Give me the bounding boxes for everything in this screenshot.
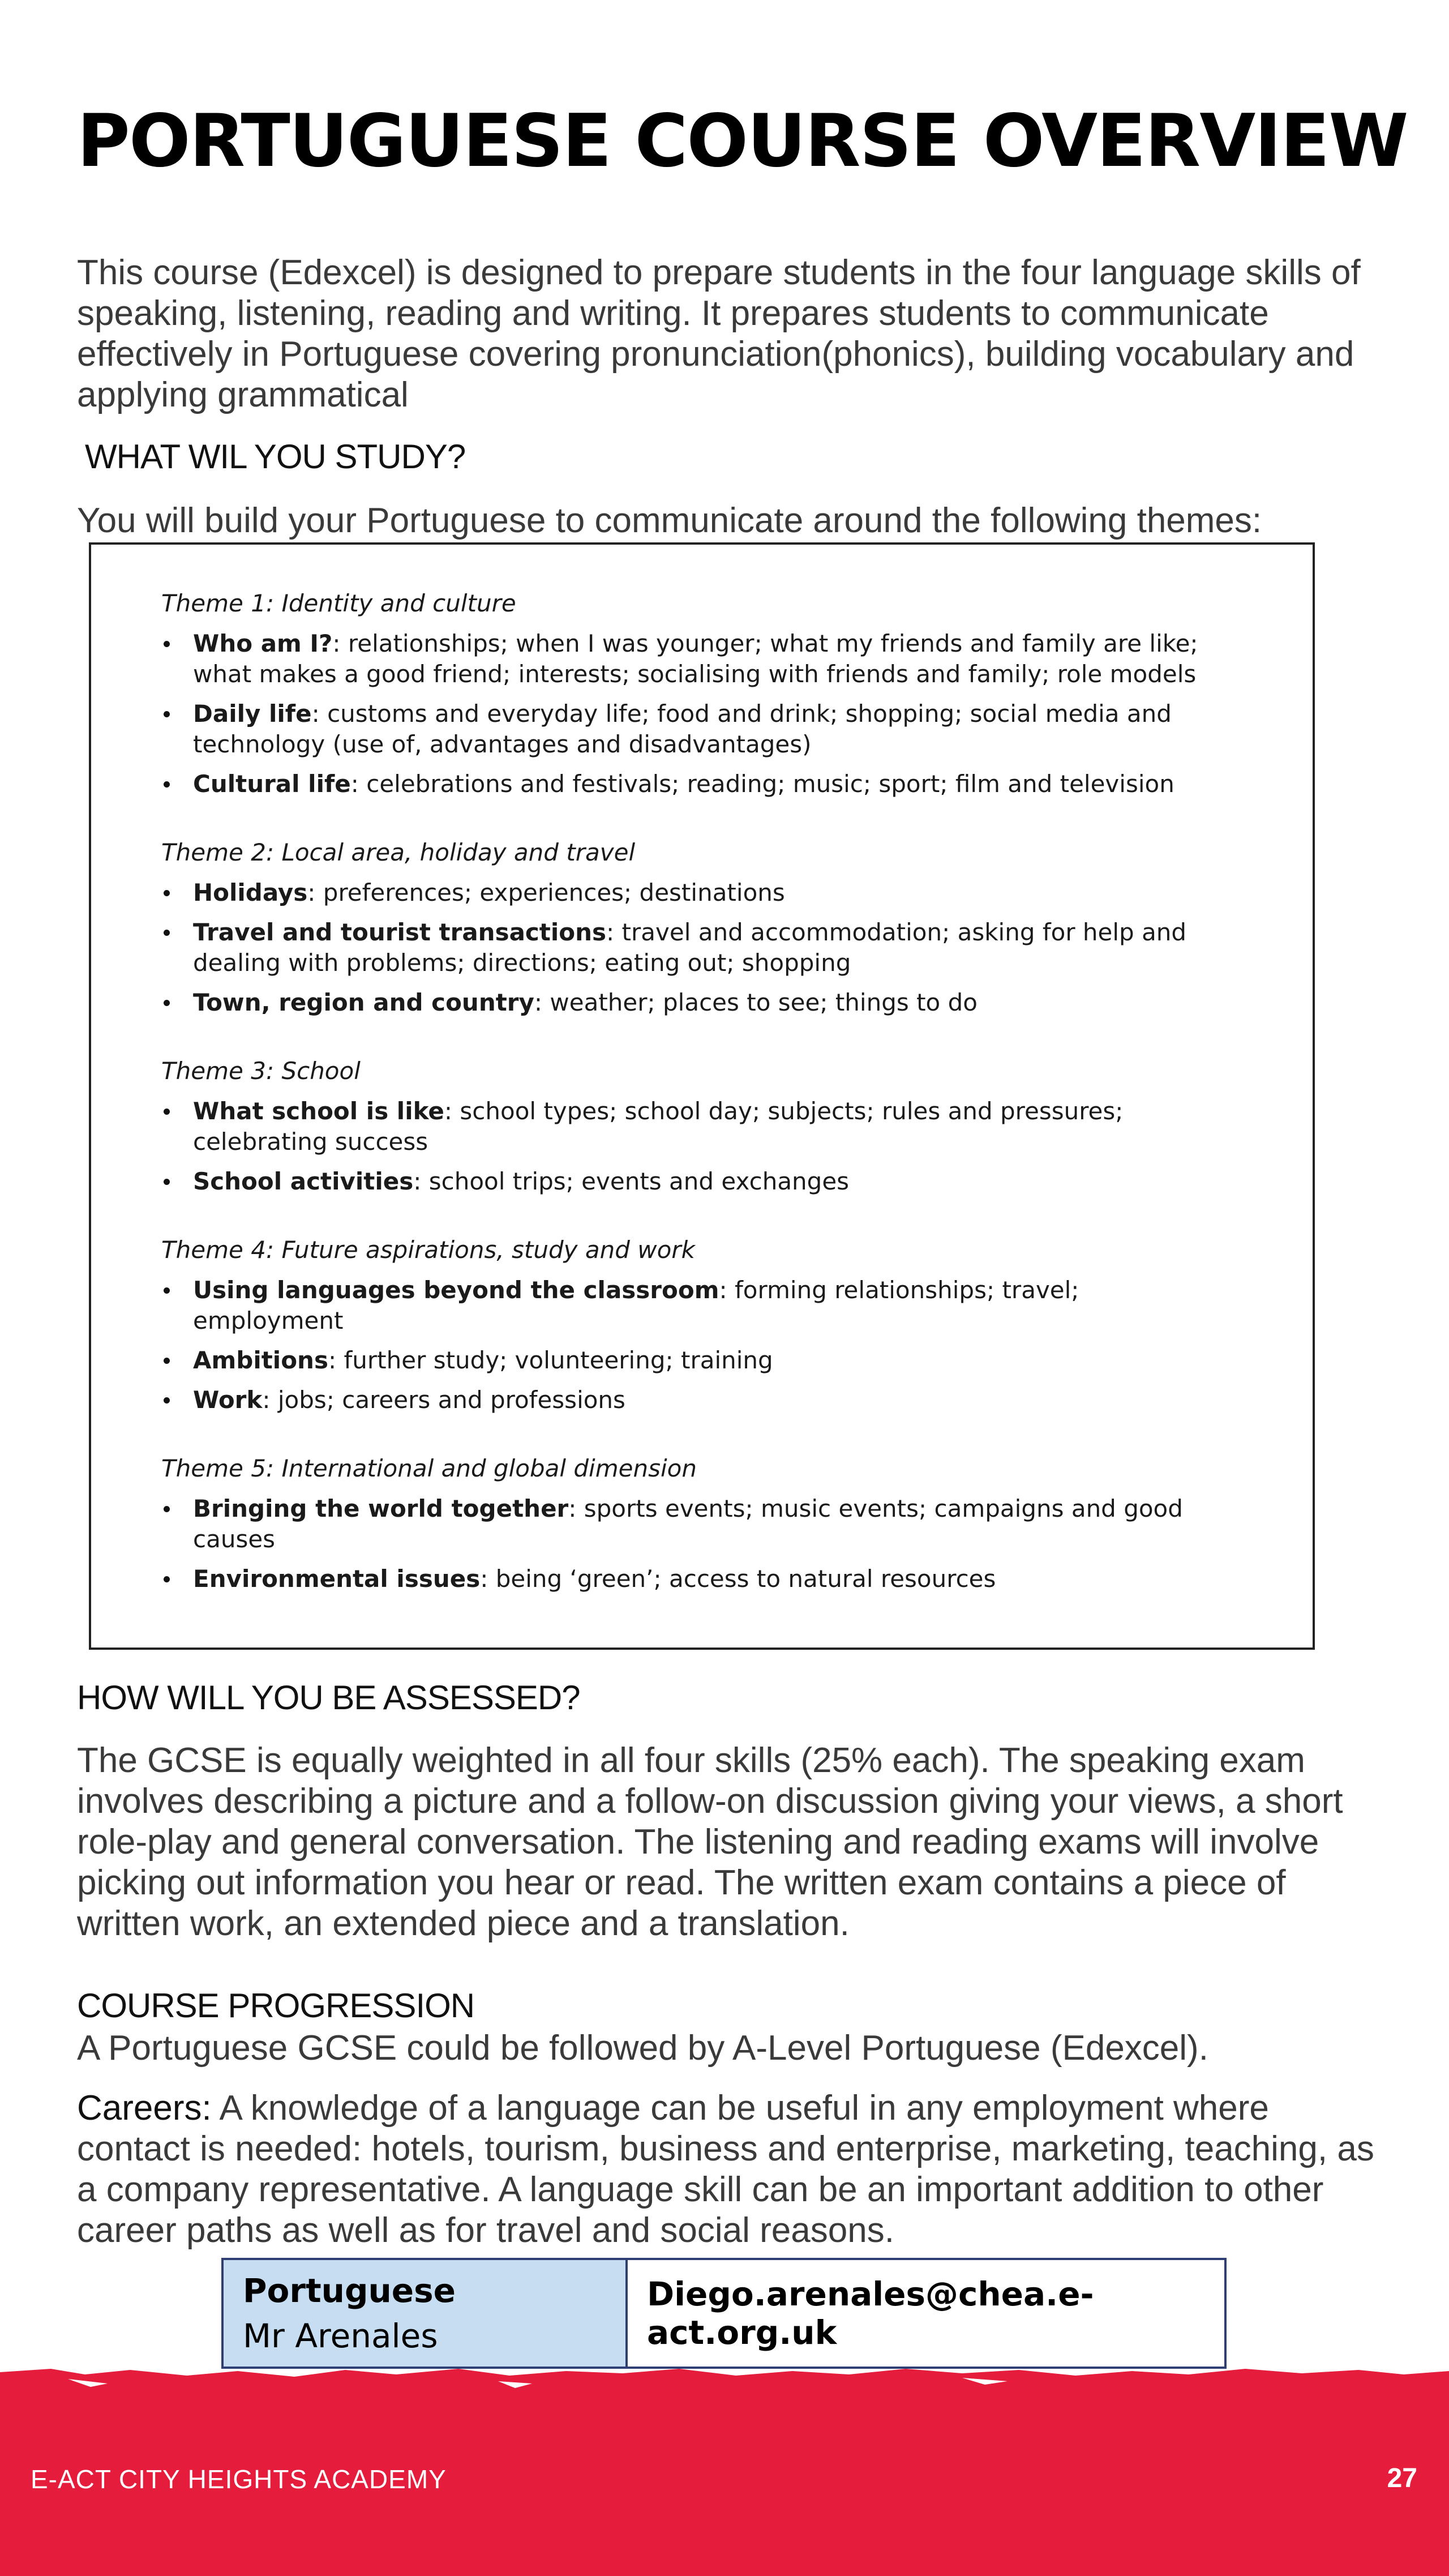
topic-details: : school trips; events and exchanges (413, 1167, 850, 1195)
topic-name: Daily life (193, 700, 312, 728)
theme-block (161, 1452, 1313, 1594)
theme-title: Theme 3: School (161, 1057, 361, 1085)
theme-topic-list (161, 628, 1313, 799)
progression-paragraph: A Portuguese GCSE could be followed by A-Level Portuguese (Edexcel). (77, 2029, 1208, 2068)
progression-heading: COURSE PROGRESSION (77, 1987, 475, 2025)
list-item (161, 878, 1201, 908)
topic-details: : forming relationships; travel; employment (193, 1276, 1079, 1334)
list-item (161, 1345, 1201, 1376)
list-item (161, 769, 1201, 799)
assessed-paragraph: The GCSE is equally weighted in all four skills (25% each). The speaking exam involves describing a picture and a follow-on discussion giving your views, a short role-play and general conversation. The listening and reading exams will involve picking out information you hear or read. The written exam contains a piece of written work, an extended piece and a translation. (77, 1741, 1343, 1943)
themes-list (161, 587, 1313, 1594)
topic-details: : relationships; when I was younger; what my friends and family are like; what makes a good friend; interests; socialising with friends and family; role models (193, 630, 1198, 688)
themes-box (89, 542, 1315, 1650)
contact-email[interactable]: Diego.arenales@chea.e-act.org.uk (647, 2275, 1094, 2352)
careers-label: Careers: (77, 2089, 212, 2128)
careers-paragraph (77, 2088, 1379, 2251)
topic-name: What school is like (193, 1097, 444, 1125)
careers-text: A knowledge of a language can be useful in any employment where contact is needed: hotels, tourism, business and enterprise, marketing, teaching, as a company representative. A language skill can be an important addition to other career paths as well as for travel and social reasons. (77, 2089, 1374, 2250)
topic-details: : jobs; careers and professions (262, 1386, 625, 1414)
theme-topic-list (161, 1494, 1313, 1594)
list-item (161, 1166, 1201, 1197)
theme-topic-list (161, 1096, 1313, 1197)
list-item (161, 628, 1201, 690)
theme-topic-list (161, 878, 1313, 1018)
topic-name: Bringing the world together (193, 1495, 569, 1522)
theme-block (161, 836, 1313, 1018)
topic-name: School activities (193, 1167, 414, 1195)
contact-subject-cell (224, 2260, 628, 2367)
topic-details: : preferences; experiences; destinations (307, 879, 785, 906)
topic-name: Work (193, 1386, 263, 1414)
assessed-heading: HOW WILL YOU BE ASSESSED? (77, 1679, 580, 1717)
topic-details: : weather; places to see; things to do (534, 989, 978, 1016)
topic-name: Ambitions (193, 1346, 328, 1374)
list-item (161, 917, 1201, 978)
theme-block (161, 1054, 1313, 1197)
topic-details: : celebrations and festivals; reading; music; sport; film and television (350, 770, 1174, 798)
topic-details: : travel and accommodation; asking for help and dealing with problems; directions; eating out; shopping (193, 918, 1187, 977)
intro-paragraph: This course (Edexcel) is designed to prepare students in the four language skills of speaking, listening, reading and writing. It prepares students to communicate effectively in Portuguese covering pronunciation(phonics), building vocabulary and applying grammatical (77, 253, 1361, 414)
page-number: 27 (1387, 2463, 1417, 2493)
list-item (161, 1385, 1201, 1415)
theme-topic-list (161, 1275, 1313, 1415)
topic-details: : school types; school day; subjects; rules and pressures; celebrating success (193, 1097, 1124, 1156)
list-item (161, 1275, 1201, 1336)
theme-title: Theme 4: Future aspirations, study and work (161, 1236, 695, 1264)
topic-name: Who am I? (193, 630, 333, 657)
study-heading: WHAT WIL YOU STUDY? (85, 438, 466, 476)
topic-name: Travel and tourist transactions (193, 918, 607, 946)
topic-details: : being ‘green’; access to natural resources (480, 1565, 996, 1593)
study-intro: You will build your Portuguese to communicate around the following themes: (77, 501, 1262, 540)
theme-block (161, 1233, 1313, 1415)
topic-details: : sports events; music events; campaigns and good causes (193, 1495, 1183, 1553)
topic-name: Holidays (193, 879, 308, 906)
contact-subject: Portuguese (243, 2271, 456, 2310)
footer-school-name: E-ACT CITY HEIGHTS ACADEMY (31, 2464, 447, 2494)
list-item (161, 699, 1201, 760)
topic-details: : further study; volunteering; training (328, 1346, 773, 1374)
contact-teacher: Mr Arenales (243, 2317, 438, 2355)
list-item (161, 987, 1201, 1018)
theme-title: Theme 2: Local area, holiday and travel (161, 838, 636, 866)
topic-name: Environmental issues (193, 1565, 481, 1593)
topic-name: Cultural life (193, 770, 351, 798)
topic-name: Town, region and country (193, 989, 534, 1016)
topic-details: : customs and everyday life; food and drink; shopping; social media and technology (use of, advantages and disadvantages) (193, 700, 1172, 758)
page-title: PORTUGUESE COURSE OVERVIEW (77, 99, 1408, 183)
list-item (161, 1564, 1201, 1594)
theme-block (161, 587, 1313, 799)
list-item (161, 1494, 1201, 1555)
theme-title: Theme 5: International and global dimension (161, 1454, 697, 1482)
theme-title: Theme 1: Identity and culture (161, 589, 516, 617)
list-item (161, 1096, 1201, 1157)
contact-table (221, 2258, 1227, 2369)
topic-name: Using languages beyond the classroom (193, 1276, 719, 1304)
